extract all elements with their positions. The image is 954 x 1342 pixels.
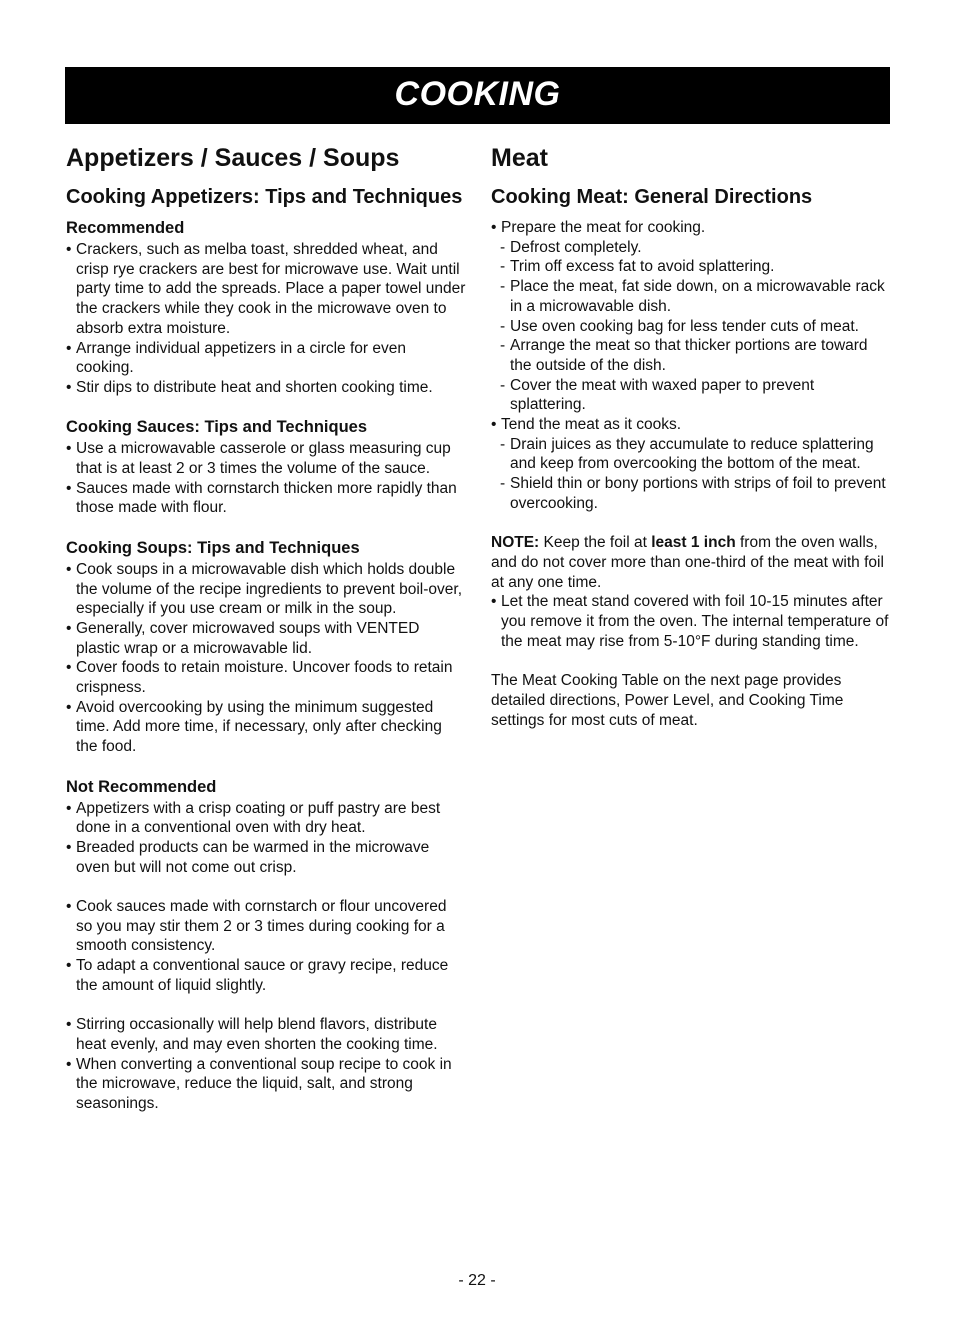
soups-heading: Cooking Soups: Tips and Techniques (66, 538, 360, 557)
meat-directions-list (491, 218, 891, 238)
list-item: - Drain juices as they accumulate to reduce splattering and keep from overcooking the bottom of the meat. (500, 435, 874, 473)
appetizers-subsection-title: Cooking Appetizers: Tips and Techniques (66, 186, 463, 208)
sauces-list (66, 439, 466, 518)
list-item: - Place the meat, fat side down, on a microwavable rack in a microwavable dish. (500, 278, 885, 315)
recommended-list (66, 240, 466, 398)
not-recommended-list (66, 799, 466, 878)
list-item: • Appetizers with a crisp coating or puff pastry are best done in a conventional oven with dry heat. (66, 799, 441, 837)
list-item: • Cook sauces made with cornstarch or flour uncovered so you may stir them 2 or 3 times during cooking for a smooth consistency. (66, 898, 447, 955)
list-item: - Cover the meat with waxed paper to prevent splattering. (500, 376, 815, 414)
list-item: • Arrange individual appetizers in a circle for even cooking. (66, 339, 406, 377)
list-item: • Stir dips to distribute heat and shorten cooking time. (66, 378, 433, 396)
list-item: - Shield thin or bony portions with strips of foil to prevent overcooking. (500, 475, 886, 512)
note-emphasis: least 1 inch (651, 534, 736, 552)
sauces-heading: Cooking Sauces: Tips and Techniques (66, 418, 368, 437)
list-item: - Trim off excess fat to avoid splattering. (500, 258, 775, 276)
list-item: • Generally, cover microwaved soups with VENTED plastic wrap or a microwavable lid. (66, 619, 420, 657)
extra-sauce-list (66, 897, 466, 996)
list-item: • When converting a conventional soup recipe to cook in the microwave, reduce the liquid, salt, and strong seasonings. (66, 1055, 452, 1113)
list-item: • To adapt a conventional sauce or gravy recipe, reduce the amount of liquid slightly. (66, 957, 449, 994)
soups-list (66, 560, 466, 757)
list-item: • Crackers, such as melba toast, shredded wheat, and crisp rye crackers are best for microwave use. Wait until party time to add the spreads. Place a paper towel under the crackers while they cook in the microwave oven to absorb extra moisture. (66, 241, 466, 337)
meat-section-title: Meat (491, 144, 548, 172)
list-item: • Let the meat stand covered with foil 10-15 minutes after you remove it from the oven. The internal temperature of the meat may rise from 5-10°F during standing time. (491, 593, 889, 650)
tend-steps-list (491, 435, 891, 514)
recommended-heading: Recommended (66, 219, 185, 237)
title-banner (65, 67, 890, 124)
list-item: - Use oven cooking bag for less tender cuts of meat. (500, 317, 859, 335)
list-item: - Arrange the meat so that thicker portions are toward the outside of the dish. (500, 337, 868, 374)
note-paragraph: NOTE: Keep the foil at least 1 inch from the oven walls, and do not cover more than one-third of the meat with foil at any one time. (491, 534, 884, 591)
stand-list (491, 592, 891, 651)
tend-list (491, 415, 891, 435)
list-item: • Use a microwavable casserole or glass measuring cup that is at least 2 or 3 times the volume of the sauce. (66, 440, 451, 478)
appetizers-section-title: Appetizers / Sauces / Soups (66, 144, 400, 172)
list-item: • Prepare the meat for cooking. (491, 219, 706, 236)
list-item: • Breaded products can be warmed in the microwave oven but will not come out crisp. (66, 838, 430, 876)
meat-subsection-title: Cooking Meat: General Directions (491, 186, 813, 208)
table-reference-paragraph: The Meat Cooking Table on the next page provides detailed directions, Power Level, and Cooking Time settings for most cuts of meat. (491, 672, 844, 729)
page-title: COOKING (394, 75, 561, 113)
prepare-steps-list (491, 238, 891, 415)
note-label: NOTE: (491, 534, 540, 552)
list-item: • Avoid overcooking by using the minimum suggested time. Add more time, if necessary, only after checking the food. (66, 698, 442, 756)
list-item: • Stirring occasionally will help blend flavors, distribute heat evenly, and may even shorten the cooking time. (66, 1016, 438, 1053)
list-item: • Sauces made with cornstarch thicken more rapidly than those made with flour. (66, 479, 457, 517)
list-item: - Defrost completely. (500, 238, 642, 256)
list-item: • Cook soups in a microwavable dish which holds double the volume of the recipe ingredients to prevent boil-over, especially if you use cream or milk in the soup. (66, 560, 463, 618)
page-number: - 22 - (458, 1272, 496, 1289)
not-recommended-heading: Not Recommended (66, 777, 217, 796)
list-item: • Tend the meat as it cooks. (491, 416, 682, 434)
extra-soup-list (66, 1015, 466, 1114)
appetizers-column (66, 140, 466, 1114)
meat-column (491, 140, 891, 730)
list-item: • Cover foods to retain moisture. Uncover foods to retain crispness. (66, 659, 453, 697)
